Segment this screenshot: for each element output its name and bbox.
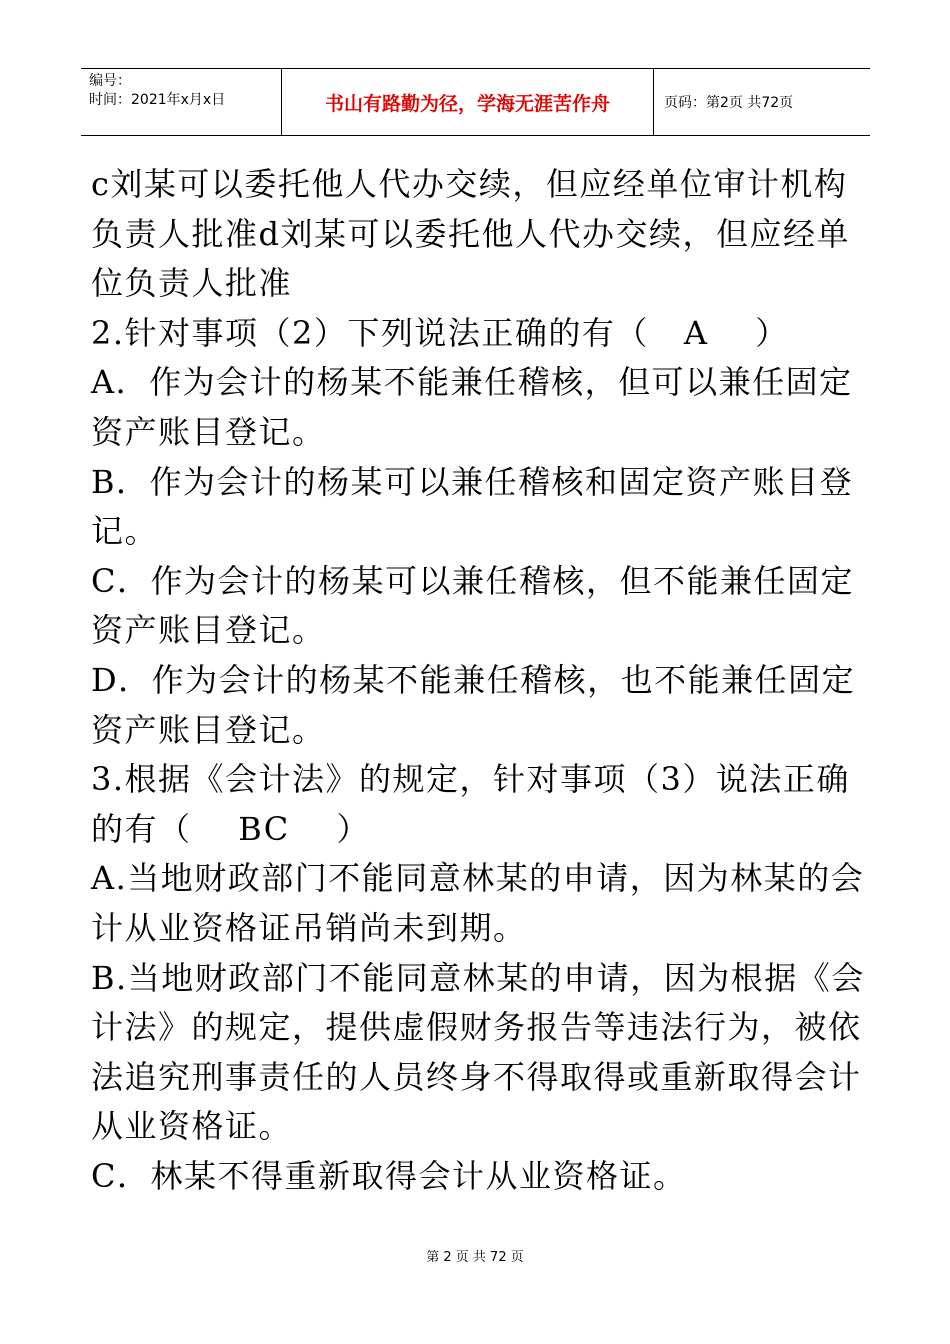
option-b: B.当地财政部门不能同意林某的申请，因为根据《会计法》的规定，提供虚假财务报告等违法行为，被依法追究刑事责任的人员终身不得取得或重新取得会计从业资格证。 bbox=[91, 958, 865, 1146]
page-footer: 第 2 页 共 72 页 bbox=[426, 1250, 524, 1265]
page-header bbox=[81, 68, 870, 136]
option-c: C．林某不得重新取得会计从业资格证。 bbox=[91, 1156, 687, 1195]
option-a: A．作为会计的杨某不能兼任稽核，但可以兼任固定资产账目登记。 bbox=[91, 363, 853, 451]
document-body bbox=[91, 160, 871, 1201]
option-b: B．作为会计的杨某可以兼任稽核和固定资产账目登记。 bbox=[91, 462, 854, 551]
question-3: 3.根据《会计法》的规定，针对事项（3）说法正确的有（ BC ） bbox=[91, 760, 850, 848]
document-number-label: 编号： bbox=[89, 73, 131, 89]
question-2: 2.针对事项（2）下列说法正确的有（ A ） bbox=[91, 313, 789, 352]
header-page-info: 页码：第2页 共72页 bbox=[664, 95, 794, 111]
document-time-label: 时间：2021年x月x日 bbox=[89, 92, 226, 108]
header-motto: 书山有路勤为径，学海无涯苦作舟 bbox=[282, 69, 654, 135]
option-a: A.当地财政部门不能同意林某的申请，因为林某的会计从业资格证吊销尚未到期。 bbox=[91, 859, 865, 947]
option-c: C．作为会计的杨某可以兼任稽核，但不能兼任固定资产账目登记。 bbox=[91, 561, 854, 650]
paragraph: c刘某可以委托他人代办交续，但应经单位审计机构负责人批准d刘某可以委托他人代办交续，但应经单位负责人批准 bbox=[91, 165, 850, 303]
header-meta-cell bbox=[81, 69, 282, 135]
option-d: D．作为会计的杨某不能兼任稽核，也不能兼任固定资产账目登记。 bbox=[91, 660, 856, 749]
